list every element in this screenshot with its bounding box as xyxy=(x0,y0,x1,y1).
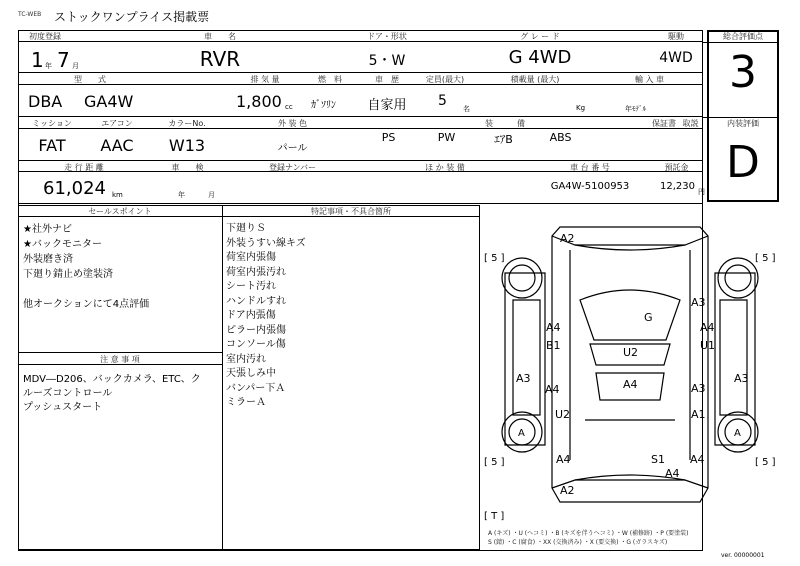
remark-line: コンソール傷 xyxy=(226,339,286,350)
header-grade: グ レ ー ド xyxy=(520,32,560,41)
remark-line: ドア内張傷 xyxy=(226,310,276,321)
damage-mark: A4 xyxy=(623,378,638,391)
car-name-value: RVR xyxy=(199,47,241,71)
month-value: 7 xyxy=(57,48,70,72)
wheel-label: A xyxy=(518,428,525,439)
damage-mark: A3 xyxy=(691,382,706,395)
damage-mark: A3 xyxy=(516,372,531,385)
header-mileage: 走 行 距 離 xyxy=(64,163,104,172)
header-equipment: 装 備 xyxy=(485,119,525,128)
sheet-title: ストックワンプライス掲載票 xyxy=(54,10,210,24)
version: ver. 00000001 xyxy=(721,552,765,559)
damage-mark: U1 xyxy=(700,339,716,352)
damage-mark: U2 xyxy=(623,346,639,359)
sales-points xyxy=(23,222,149,312)
damage-mark: A1 xyxy=(691,408,706,421)
ext-color-value: パール xyxy=(277,143,308,154)
displacement-unit: cc xyxy=(285,103,293,111)
header-first-reg: 初度登録 xyxy=(29,32,61,41)
remark-line: ミラーＡ xyxy=(226,397,266,408)
header-manual: 取説 xyxy=(682,119,699,128)
equipment-ps: PS xyxy=(381,131,396,144)
damage-mark: A2 xyxy=(560,232,575,245)
remark-line: 天張しみ中 xyxy=(226,368,276,379)
remark-line: 下廻りＳ xyxy=(226,223,266,234)
model-year-label: 年ﾓﾃﾞﾙ xyxy=(625,105,646,113)
chassis-value: GA4W-5100953 xyxy=(550,181,630,192)
sales-header: セールスポイント xyxy=(88,207,152,216)
header-car-name: 車 名 xyxy=(204,32,236,41)
tire-depth-spare: [ T ] xyxy=(484,511,505,522)
inspection-month-unit: 月 xyxy=(208,191,215,199)
equipment-airbag: ｴｱB xyxy=(494,133,513,146)
sales-line: ★社外ナビ xyxy=(23,224,72,235)
inspection-year-unit: 年 xyxy=(178,191,185,199)
caution-line: MDV―D206、バックカメラ、ETC、ク xyxy=(23,374,201,385)
tire-depth-rear-right: [ 5 ] xyxy=(755,457,776,468)
header-displacement: 排 気 量 xyxy=(250,75,280,84)
logo: TC-WEB xyxy=(18,11,42,18)
header-mission: ミッション xyxy=(32,119,72,128)
remark-line: シート汚れ xyxy=(226,281,276,292)
model-prefix: DBA xyxy=(28,92,63,111)
mission-value: FAT xyxy=(38,136,66,155)
caution-header: 注 意 事 項 xyxy=(100,355,140,364)
remark-line: ハンドルすれ xyxy=(226,295,286,307)
remarks-header: 特記事項・不具合箇所 xyxy=(311,207,391,216)
grade-value: G 4WD xyxy=(508,47,572,68)
remark-line: ピラー内張傷 xyxy=(226,324,286,336)
header-ext-color: 外 装 色 xyxy=(277,119,308,128)
damage-mark: A3 xyxy=(691,296,706,309)
remark-line: 室内汚れ xyxy=(226,353,266,365)
door-value: 5・W xyxy=(368,53,406,69)
legend-line: A (キズ) ・U (ヘコミ) ・B (キズを伴うヘコミ) ・W (補修跡) ・P (要塗装) xyxy=(488,530,689,537)
capacity-value: 5 xyxy=(438,93,447,109)
header-import: 輸 入 車 xyxy=(634,75,665,84)
year-unit: 年 xyxy=(45,62,52,70)
header-color-no: カラーNo. xyxy=(168,119,206,128)
header-history: 車 歴 xyxy=(375,75,399,84)
remarks-list xyxy=(226,222,306,411)
caution-lines xyxy=(23,373,201,415)
header-plate: 登録ナンバー xyxy=(268,163,317,172)
header-inspection: 車 検 xyxy=(171,163,204,172)
fuel-value: ｶﾞｿﾘﾝ xyxy=(311,100,336,111)
header-capacity: 定員(最大) xyxy=(425,75,465,84)
header-drive: 駆動 xyxy=(668,32,684,41)
damage-mark: B1 xyxy=(546,339,561,352)
damage-mark: A4 xyxy=(556,453,571,466)
equipment-pw: PW xyxy=(437,131,456,144)
damage-mark: A4 xyxy=(690,453,705,466)
tire-depth-front-right: [ 5 ] xyxy=(755,253,776,264)
overall-score: 3 xyxy=(729,47,757,98)
header-chassis: 車 台 番 号 xyxy=(570,163,610,172)
month-unit: 月 xyxy=(72,62,79,70)
damage-mark: U2 xyxy=(555,408,571,421)
capacity-unit: 名 xyxy=(463,105,470,113)
drive-value: 4WD xyxy=(659,50,693,66)
sales-line: 下廻り錆止め塗装済 xyxy=(23,269,113,280)
header-aircon: エアコン xyxy=(101,119,133,128)
damage-mark: A3 xyxy=(734,372,749,385)
remark-line: 荷室内張汚れ xyxy=(226,266,286,278)
equipment-abs: ABS xyxy=(549,131,572,144)
header-interior: 内装評価 xyxy=(727,119,759,128)
remark-line: バンパー下Ａ xyxy=(226,382,286,394)
tire-depth-front-left: [ 5 ] xyxy=(484,253,505,264)
sales-line: 他オークションにて4点評価 xyxy=(23,299,150,310)
color-no-value: W13 xyxy=(168,136,206,155)
damage-mark: G xyxy=(644,311,653,324)
damage-mark: A4 xyxy=(546,321,561,334)
header-other-equip: ほ か 装 備 xyxy=(425,163,465,172)
damage-mark: A2 xyxy=(560,484,575,497)
wheel-label: A xyxy=(734,428,741,439)
year-value: 1 xyxy=(31,48,44,72)
damage-mark: A4 xyxy=(665,467,680,480)
mileage-value: 61,024 xyxy=(43,178,106,199)
aircon-value: AAC xyxy=(100,136,134,155)
damage-mark: S1 xyxy=(651,453,665,466)
header-model: 型 式 xyxy=(74,75,106,84)
price-value: 12,230 xyxy=(660,181,695,192)
damage-mark: A4 xyxy=(700,321,715,334)
damage-legend xyxy=(488,529,689,547)
mileage-unit: km xyxy=(112,191,123,199)
history-value: 自家用 xyxy=(367,98,407,113)
sales-line xyxy=(23,282,149,297)
remark-line: 荷室内張傷 xyxy=(226,252,276,263)
header-overall: 総合評価点 xyxy=(723,32,763,41)
caution-line: ルーズコントロール xyxy=(23,388,113,399)
damage-mark: A4 xyxy=(545,383,560,396)
displacement-value: 1,800 xyxy=(236,92,282,111)
tire-depth-rear-left: [ 5 ] xyxy=(484,457,505,468)
header-warranty: 保証書 xyxy=(652,119,676,128)
header-price: 預託金 xyxy=(664,163,689,172)
sales-line: ★バックモニター xyxy=(23,239,102,250)
legend-line: S (錆) ・C (腐食) ・XX (交換済み) ・X (要交換) ・G (ガラスキズ) xyxy=(488,539,668,546)
model-value: GA4W xyxy=(84,92,134,111)
sales-line: 外装磨き済 xyxy=(23,254,73,265)
car-damage-diagram xyxy=(480,205,779,550)
remark-line: 外装うすい線キズ xyxy=(226,237,306,249)
header-door: ドア・形状 xyxy=(367,32,407,41)
header-fuel: 燃 料 xyxy=(318,75,342,84)
interior-score: D xyxy=(726,137,760,188)
caution-line: プッシュスタート xyxy=(23,402,103,413)
price-unit: 円 xyxy=(698,188,705,196)
header-load: 積載量 (最大) xyxy=(510,75,560,84)
load-unit: Kg xyxy=(576,104,586,112)
